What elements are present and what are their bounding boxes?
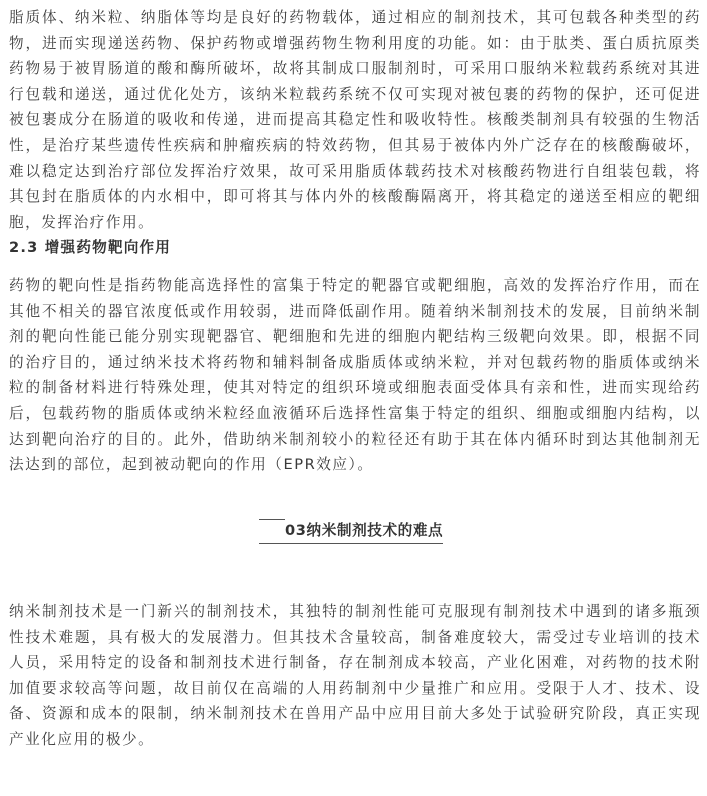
chapter-heading-accent-bar (259, 519, 285, 520)
body-paragraph-difficulties: 纳米制剂技术是一门新兴的制剂技术，其独特的制剂性能可克服现有制剂技术中遇到的诸多瓶颈性技术难题，具有极大的发展潜力。但其技术含量较高，制备难度较大，需受过专业培训的技术人员，采用特定的设备和制剂技术进行制备，存在制剂成本较高，产业化困难，对药物的技术附加值要求较高等问题，故目前仅在高端的人用药制剂中少量推广和应用。受限于人才、技术、设备、资源和成本的限制，纳米制剂技术在兽用产品中应用目前大多处于试验研究阶段，真正实现产业化应用的极少。 (9, 603, 701, 748)
body-paragraph-targeting: 药物的靶向性是指药物能高选择性的富集于特定的靶器官或靶细胞，高效的发挥治疗作用，而在其他不相关的器官浓度低或作用较弱，进而降低副作用。随着纳米制剂技术的发展，目前纳米制剂的靶向性能已能分别实现靶器官、靶细胞和先进的细胞内靶结构三级靶向效果。即，根据不同的治疗目的，通过纳米技术将药物和辅料制备成脂质体或纳米粒，并对包载药物的脂质体或纳米粒的制备材料进行特殊处理，使其对特定的组织环境或细胞表面受体具有亲和性，进而实现给药后，包载药物的脂质体或纳米粒经血液循环后选择性富集于特定的组织、细胞或细胞内结构，以达到靶向治疗的目的。此外，借助纳米制剂较小的粒径还有助于其在体内循环时到达其他制剂无法达到的部位，起到被动靶向的作用（EPR效应）。 (9, 277, 701, 474)
section-heading-targeting: 2.3 增强药物靶向作用 (9, 239, 172, 256)
chapter-heading (259, 519, 443, 544)
chapter-heading-label: 03纳米制剂技术的难点 (285, 522, 444, 539)
body-paragraph-carriers: 脂质体、纳米粒、纳脂体等均是良好的药物载体，通过相应的制剂技术，其可包载各种类型的药物，进而实现递送药物、保护药物或增强药物生物利用度的功能。如：由于肽类、蛋白质抗原类药物易于被胃肠道的酸和酶所破坏，故将其制成口服制剂时，可采用口服纳米粒载药系统对其进行包载和递送，通过优化处方，该纳米粒载药系统不仅可实现对被包裹的药物的保护，还可促进被包裹成分在肠道的吸收和传递，进而提高其稳定性和吸收特性。核酸类制剂具有较强的生物活性，是治疗某些遗传性疾病和肿瘤疾病的特效药物，但其易于被体内外广泛存在的核酸酶破坏，难以稳定达到治疗部位发挥治疗效果，故可采用脂质体载药技术对核酸药物进行自组装包载，将其包封在脂质体的内水相中，即可将其与体内外的核酸酶隔离开，将其稳定的递送至相应的靶细胞，发挥治疗作用。 (9, 9, 701, 231)
